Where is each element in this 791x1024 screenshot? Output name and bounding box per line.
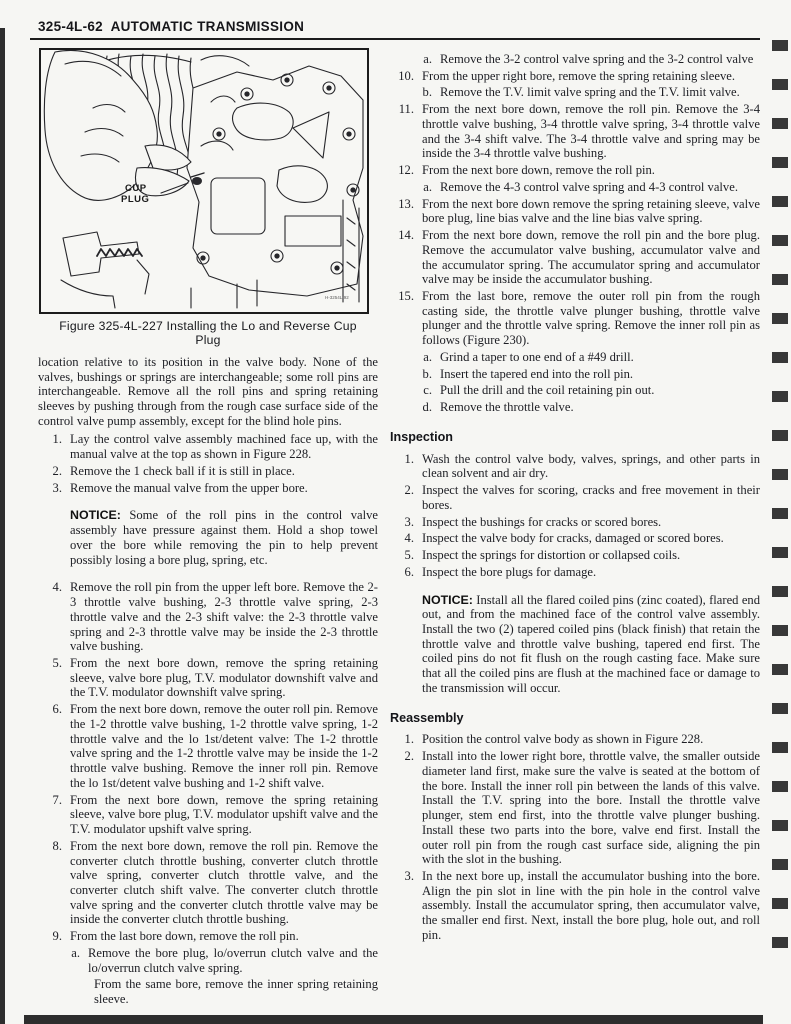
step-number: b. bbox=[422, 366, 432, 381]
step-item bbox=[390, 197, 760, 226]
step-number: 6. bbox=[52, 702, 62, 717]
step-number: 4. bbox=[52, 580, 62, 595]
step-number: 1. bbox=[404, 732, 414, 747]
step-item bbox=[38, 481, 378, 496]
step-text: From the next bore down, remove the roll pin and the bore plug. Remove the accumulator valve bushing, accumulator valve and the accumulator spring. The accumulator spring and accumulator valve may be inside the accumulator bushing. bbox=[422, 228, 760, 287]
figure-caption-line1: Figure 325-4L-227 Installing the Lo and Reverse Cup bbox=[59, 319, 357, 333]
left-column bbox=[38, 48, 378, 1007]
step-number: a. bbox=[423, 179, 432, 194]
step-item bbox=[38, 432, 378, 461]
step-text: Lay the control valve assembly machined face up, with the manual valve at the top as shown in Figure 228. bbox=[70, 432, 378, 462]
step-number: 13. bbox=[398, 196, 414, 211]
substep-item bbox=[414, 383, 760, 398]
step-item bbox=[38, 793, 378, 837]
step-number: a. bbox=[423, 52, 432, 66]
step-text: Inspect the valve body for cracks, damaged or scored bores. bbox=[422, 531, 724, 546]
notice-block: NOTICE: Some of the roll pins in the control valve assembly have pressure against them. Hold a shop towel over the bore while removing the pin to help prevent possibly losing a bore plug, spring, etc. bbox=[70, 508, 378, 567]
step-number: 10. bbox=[398, 68, 414, 83]
step-text: In the next bore up, install the accumulator bushing into the bore. Align the pin slot in line with the pin hole in the control valve assembly. Install the accumulator spring, then accumulator valve, the smaller end first. Next, install the bore plug, hole out, and roll pin. bbox=[422, 868, 760, 942]
step-item bbox=[390, 163, 760, 178]
cup-plug-label-line1: CUP bbox=[125, 183, 147, 194]
step-item bbox=[390, 749, 760, 867]
intro-paragraph: location relative to its position in the valve body. None of the valves, bushings or springs are interchangeable; some roll pins are interchangeable. Remove all the roll pins and spring retaining sleeves by pushing through from the rough case surface side of the control valve pump assembly, except for the blind hole pins. bbox=[38, 354, 378, 428]
step-text: From the next bore down, remove the spring retaining sleeve, valve bore plug, T.V. modulator upshift valve and the T.V. modulator upshift valve spring. bbox=[70, 792, 378, 837]
notice-block: NOTICE: Install all the flared coiled pins (zinc coated), flared end out, and from the machined face of the control valve assembly. Install the two (2) tapered coiled pins (black finish) that retain the throttle valve and throttle valve bushing, tapered end first. The coiled pins do not fit flush on the rough casting face. Make sure that all the coiled pins are flush at the machined face or damage to the transmission will occur. bbox=[422, 592, 760, 695]
step-number: c. bbox=[423, 383, 432, 398]
step-item bbox=[390, 102, 760, 161]
step-number: a. bbox=[71, 945, 80, 960]
step-text: Remove the 4-3 control valve spring and 4-3 control valve. bbox=[440, 179, 738, 194]
step-number: 2. bbox=[52, 463, 62, 478]
step-text: From the next bore down, remove the roll pin. Remove the converter clutch throttle bushing, converter clutch throttle valve spring, converter clutch throttle valve, and the converter clutch shift valve. The converter clutch throttle valve spring and the converter clutch throttle valve may be inside the converter clutch throttle bushing. bbox=[70, 838, 378, 927]
step-item bbox=[390, 531, 760, 546]
substep-item bbox=[414, 85, 760, 100]
step-text: From the next bore down, remove the roll pin. bbox=[422, 163, 655, 178]
continuation-paragraph: From the same bore, remove the inner spring retaining sleeve. bbox=[94, 977, 378, 1007]
step-text: Remove the 1 check ball if it is still in place. bbox=[70, 463, 295, 478]
step-number: 5. bbox=[52, 656, 62, 670]
step-item bbox=[390, 869, 760, 943]
page-header: 325-4L-62 AUTOMATIC TRANSMISSION bbox=[38, 19, 305, 34]
right-column bbox=[390, 48, 760, 1007]
step-text: Inspect the valves for scoring, cracks and free movement in their bores. bbox=[422, 483, 760, 512]
section-heading: Inspection bbox=[390, 429, 453, 444]
two-column-layout bbox=[0, 40, 791, 1007]
step-text: From the last bore down, remove the roll pin. bbox=[70, 929, 299, 944]
step-item bbox=[38, 656, 378, 700]
step-number: 7. bbox=[52, 792, 62, 807]
step-number: 6. bbox=[404, 564, 414, 579]
step-text: Remove the throttle valve. bbox=[440, 400, 574, 415]
step-text: Install into the lower right bore, throttle valve, the smaller outside diameter land first, make sure the valve is seated at the bottom of the bore. Install the inner roll pin between the lands of this valve. Install the T.V. spring into the bore. Install the throttle valve plunger, stem end first, into the throttle valve plunger bushing. Install these two parts into the bore, valve end first. Install the outer roll pin from the rough cast surface side, aligning the pin with the slot in the bushing. bbox=[422, 749, 760, 867]
cup-plug-label-line2: PLUG bbox=[121, 194, 150, 205]
step-number: 2. bbox=[404, 749, 414, 764]
left-procedure-list bbox=[38, 432, 378, 1006]
figure-illustration bbox=[41, 50, 367, 312]
step-text: Position the control valve body as shown in Figure 228. bbox=[422, 732, 704, 747]
step-text: Inspect the bushings for cracks or scored bores. bbox=[422, 514, 662, 529]
step-item bbox=[390, 515, 760, 530]
step-number: b. bbox=[422, 85, 432, 100]
notice-label: NOTICE: bbox=[70, 508, 121, 523]
step-item bbox=[38, 929, 378, 944]
step-number: 4. bbox=[404, 531, 414, 546]
step-number: 14. bbox=[398, 228, 414, 243]
notice-label: NOTICE: bbox=[422, 592, 473, 607]
step-number: 8. bbox=[52, 838, 62, 853]
step-item bbox=[390, 732, 760, 747]
step-text: From the next bore down, remove the outer roll pin. Remove the 1-2 throttle valve bushing, 1-2 throttle valve spring, 1-2 throttle valve and the lo 1st/detent valve: The 1-2 throttle valve spring and the 1-2 throttle valve may be inside the 1-2 throttle valve bushing. Remove the inner roll pin. Remove the lo 1st/detent valve bushing and 1-2 shift valve. bbox=[70, 702, 378, 790]
step-text: Inspect the springs for distortion or collapsed coils. bbox=[422, 548, 681, 563]
step-text: From the next bore down, remove the spring retaining sleeve, valve bore plug, T.V. modulator downshift valve and the T.V. modulator downshift valve spring. bbox=[70, 656, 378, 700]
step-item bbox=[38, 702, 378, 790]
figure-box bbox=[39, 48, 369, 314]
step-number: 1. bbox=[52, 432, 62, 447]
step-number: 1. bbox=[404, 451, 414, 466]
step-number: 5. bbox=[404, 548, 414, 563]
step-item bbox=[38, 839, 378, 927]
scan-edge-bottom bbox=[24, 1015, 763, 1024]
step-text: From the upper right bore, remove the spring retaining sleeve. bbox=[422, 68, 736, 83]
step-number: a. bbox=[423, 349, 432, 364]
substep-item bbox=[62, 946, 378, 975]
substep-item bbox=[414, 367, 760, 382]
substep-item bbox=[414, 180, 760, 195]
step-item bbox=[390, 548, 760, 563]
step-item bbox=[38, 580, 378, 654]
step-text: Insert the tapered end into the roll pin. bbox=[440, 366, 634, 381]
step-number: 12. bbox=[398, 163, 414, 178]
step-item bbox=[390, 565, 760, 580]
substep-item bbox=[414, 350, 760, 365]
step-text: From the next bore down, remove the roll pin. Remove the 3-4 throttle valve bushing, 3-4 throttle valve spring, 3-4 throttle valve and the 3-4 shift valve. The 3-4 throttle valve and spring may be inside the 3-4 throttle valve bushing. bbox=[422, 102, 760, 161]
step-number: 3. bbox=[404, 868, 414, 883]
figure-caption bbox=[38, 319, 378, 348]
section-heading: Reassembly bbox=[390, 710, 464, 725]
step-text: Remove the bore plug, lo/overrun clutch valve and the lo/overrun clutch valve spring. bbox=[88, 945, 378, 975]
step-number: d. bbox=[422, 400, 432, 415]
step-text: Grind a taper to one end of a #49 drill. bbox=[440, 349, 634, 364]
step-number: 3. bbox=[404, 514, 414, 529]
step-item bbox=[390, 289, 760, 348]
step-item bbox=[390, 69, 760, 84]
step-text: Remove the T.V. limit valve spring and the T.V. limit valve. bbox=[440, 85, 740, 100]
step-number: 2. bbox=[404, 483, 414, 498]
step-number: 15. bbox=[398, 289, 414, 304]
step-item bbox=[390, 228, 760, 287]
step-item bbox=[390, 452, 760, 481]
step-text: Inspect the bore plugs for damage. bbox=[422, 564, 597, 579]
step-item bbox=[390, 483, 760, 512]
step-text: Remove the 3-2 control valve spring and the 3-2 control valve bbox=[440, 52, 754, 66]
step-text: Pull the drill and the coil retaining pin out. bbox=[440, 383, 655, 398]
step-item bbox=[38, 464, 378, 479]
right-procedure-list bbox=[390, 52, 760, 943]
step-number: 11. bbox=[398, 102, 414, 117]
figure-code: H-3254L-92 bbox=[325, 295, 349, 300]
substep-item bbox=[414, 400, 760, 415]
step-text: Wash the control valve body, valves, springs, and other parts in clean solvent and air dry. bbox=[422, 451, 760, 481]
step-text: Remove the manual valve from the upper bore. bbox=[70, 480, 308, 495]
step-text: From the next bore down remove the spring retaining sleeve, valve bore plug, line bias valve and the line bias valve spring. bbox=[422, 196, 760, 226]
figure-caption-line2: Plug bbox=[195, 333, 221, 348]
step-number: 3. bbox=[52, 480, 62, 495]
step-text: From the last bore, remove the outer roll pin from the rough casting side, the throttle valve plunger bushing, throttle valve plunger and the throttle valve spring. Remove the inner roll pin as follows (Figure 230). bbox=[422, 289, 760, 348]
substep-item bbox=[414, 52, 760, 67]
step-text: Remove the roll pin from the upper left bore. Remove the 2-3 throttle valve bushing, 2-3 throttle valve spring, 2-3 throttle valve and the 2-3 shift valve: the 2-3 throttle valve spring and 2-3 throttle valve may be inside the 2-3 throttle valve bushing. bbox=[70, 580, 378, 654]
step-number: 9. bbox=[52, 929, 62, 944]
